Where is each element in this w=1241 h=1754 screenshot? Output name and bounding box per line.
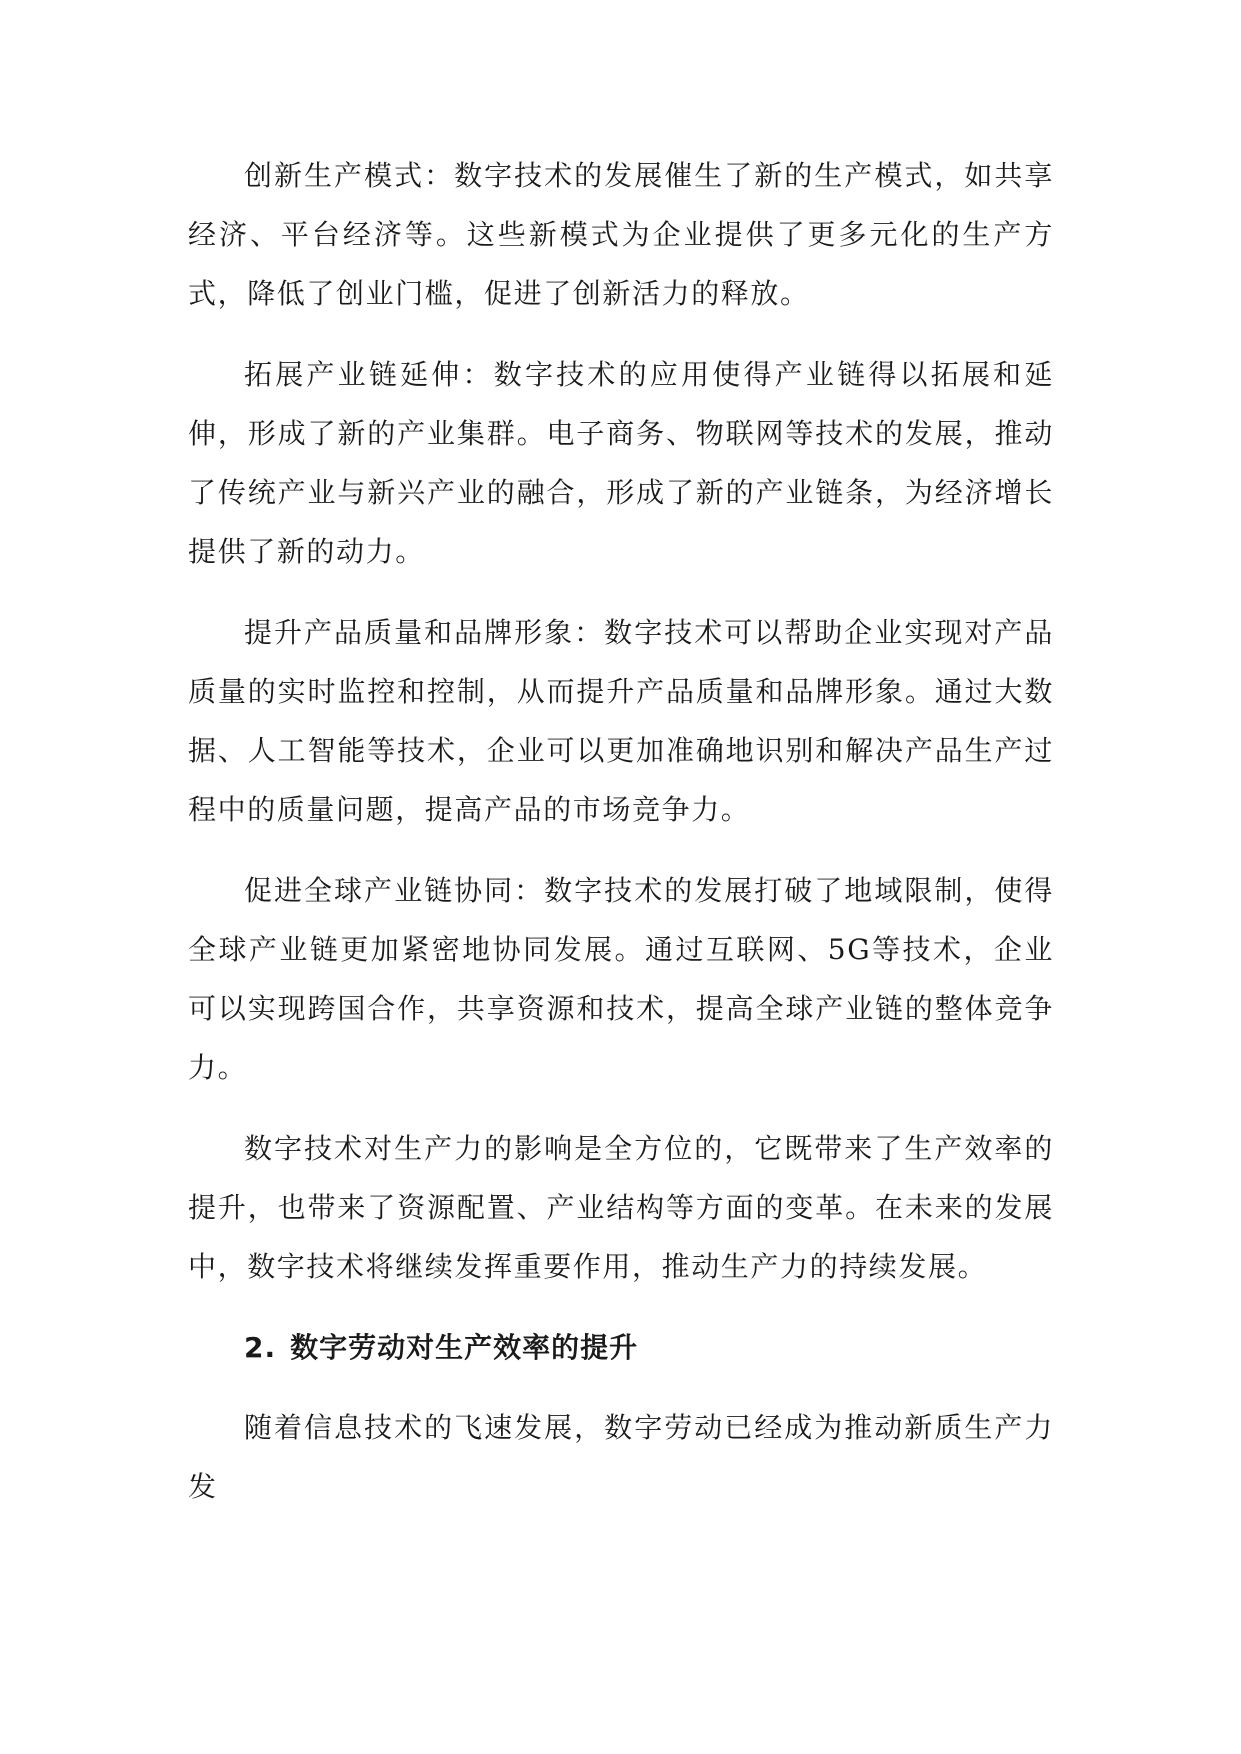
section-title: 数字劳动对生产效率的提升 [290, 1331, 639, 1364]
paragraph-global-chain-collaboration: 促进全球产业链协同：数字技术的发展打破了地域限制，使得全球产业链更加紧密地协同发展。通过互联网、5G等技术，企业可以实现跨国合作，共享资源和技术，提高全球产业链的整体竞争力。 [188, 874, 1054, 1084]
paragraph-innovation-production: 创新生产模式：数字技术的发展催生了新的生产模式，如共享经济、平台经济等。这些新模式为企业提供了更多元化的生产方式，降低了创业门槛，促进了创新活力的释放。 [188, 159, 1054, 310]
section-heading [188, 1326, 1054, 1370]
paragraph-product-quality-brand: 提升产品质量和品牌形象：数字技术可以帮助企业实现对产品质量的实时监控和控制，从而提升产品质量和品牌形象。通过大数据、人工智能等技术，企业可以更加准确地识别和解决产品生产过程中的质量问题，提高产品的市场竞争力。 [188, 616, 1054, 826]
paragraph-digital-labor-intro: 随着信息技术的飞速发展，数字劳动已经成为推动新质生产力发 [188, 1411, 1054, 1503]
paragraph-summary: 数字技术对生产力的影响是全方位的，它既带来了生产效率的提升，也带来了资源配置、产业结构等方面的变革。在未来的发展中，数字技术将继续发挥重要作用，推动生产力的持续发展。 [188, 1132, 1054, 1283]
document-body [188, 146, 1054, 1538]
section-number: 2. [244, 1331, 277, 1364]
paragraph-industry-chain-extension: 拓展产业链延伸：数字技术的应用使得产业链得以拓展和延伸，形成了新的产业集群。电子商务、物联网等技术的发展，推动了传统产业与新兴产业的融合，形成了新的产业链条，为经济增长提供了新的动力。 [188, 358, 1054, 568]
